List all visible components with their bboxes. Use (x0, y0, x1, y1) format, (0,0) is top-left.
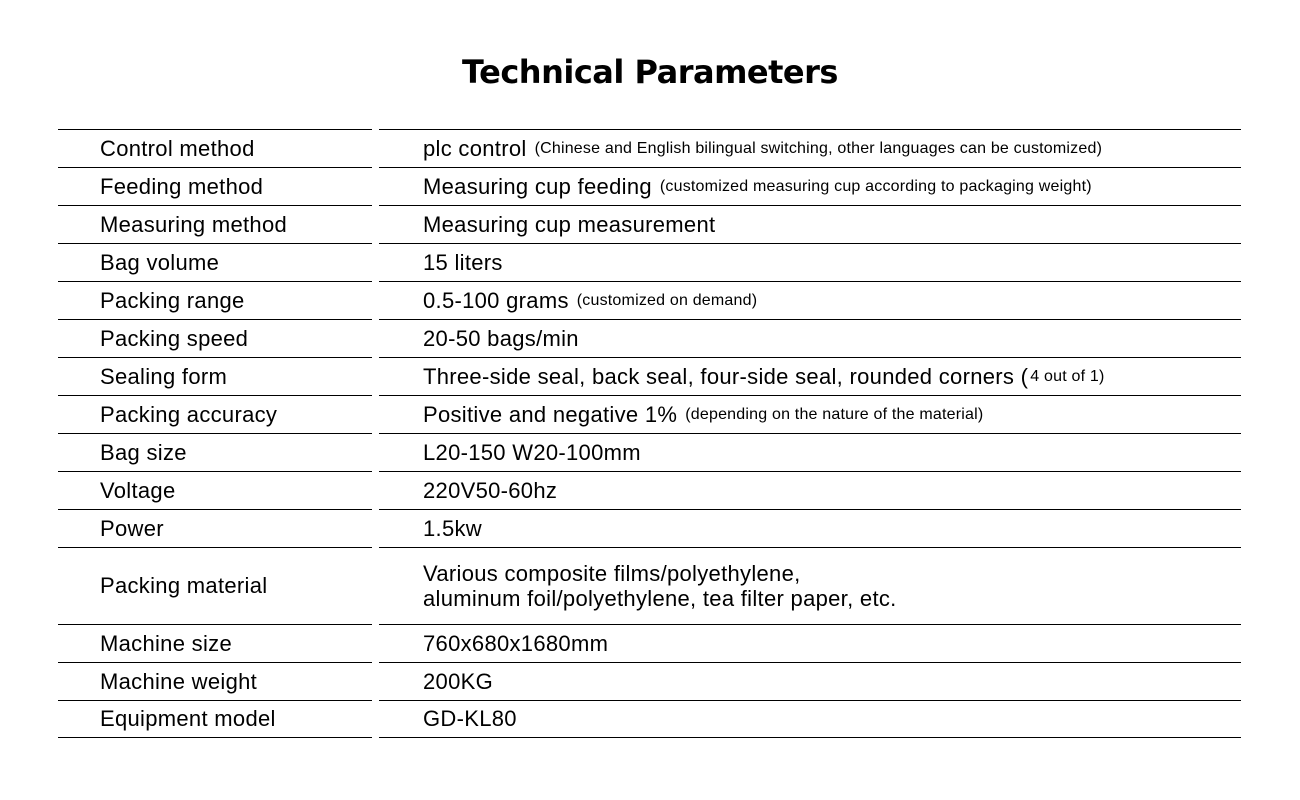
table-row (58, 395, 1241, 433)
param-note: (customized on demand) (576, 291, 758, 309)
table-row (58, 624, 1241, 662)
param-label-control-method: Control method (58, 129, 372, 167)
param-value-line-1: Various composite films/polyethylene, (423, 561, 801, 586)
param-label-equipment-model: Equipment model (58, 700, 372, 738)
param-label-packing-range: Packing range (58, 281, 372, 319)
param-value-text: 0.5-100 grams (423, 287, 569, 313)
param-value-text: Measuring cup feeding (423, 173, 652, 199)
param-label-packing-speed: Packing speed (58, 319, 372, 357)
param-label-bag-volume: Bag volume (58, 243, 372, 281)
param-label-bag-size: Bag size (58, 433, 372, 471)
param-value-power (379, 509, 1241, 547)
param-value-packing-range (379, 281, 1241, 319)
table-row (58, 319, 1241, 357)
param-value-bag-volume (379, 243, 1241, 281)
param-value-text: Measuring cup measurement (423, 211, 716, 237)
table-row (58, 700, 1241, 738)
table-row (58, 509, 1241, 547)
param-label-packing-material: Packing material (58, 547, 372, 624)
param-value-control-method (379, 129, 1241, 167)
table-row (58, 281, 1241, 319)
param-value-feeding-method (379, 167, 1241, 205)
table-row (58, 547, 1241, 624)
param-value-text: 1.5kw (423, 515, 482, 541)
param-value-packing-speed (379, 319, 1241, 357)
param-value-voltage (379, 471, 1241, 509)
param-value-text: 15 liters (423, 249, 503, 275)
param-value-equipment-model (379, 700, 1241, 738)
table-row (58, 243, 1241, 281)
param-label-measuring-method: Measuring method (58, 205, 372, 243)
param-value-text: 20-50 bags/min (423, 325, 579, 351)
param-value-text: plc control (423, 135, 527, 161)
param-label-power: Power (58, 509, 372, 547)
param-value-text: 220V50-60hz (423, 477, 558, 503)
table-row (58, 205, 1241, 243)
param-label-sealing-form: Sealing form (58, 357, 372, 395)
param-value-text: Positive and negative 1% (423, 401, 678, 427)
table-row (58, 129, 1241, 167)
param-value-multiline (423, 561, 897, 611)
table-row (58, 662, 1241, 700)
parameters-table (58, 129, 1241, 738)
param-value-bag-size (379, 433, 1241, 471)
param-value-packing-material (379, 547, 1241, 624)
param-note: (depending on the nature of the material) (685, 405, 984, 423)
param-value-sealing-form (379, 357, 1241, 395)
param-value-machine-size (379, 624, 1241, 662)
param-value-text: 760x680x1680mm (423, 630, 609, 656)
param-note: (Chinese and English bilingual switching, other languages can be customized) (534, 139, 1103, 157)
param-value-packing-accuracy (379, 395, 1241, 433)
param-value-text: Three-side seal, back seal, four-side seal, rounded corners ( (423, 363, 1029, 389)
param-value-line-2: aluminum foil/polyethylene, tea filter paper, etc. (423, 586, 897, 611)
param-value-text: GD-KL80 (423, 706, 517, 731)
param-value-text: 200KG (423, 668, 493, 694)
param-note: (customized measuring cup according to packaging weight) (659, 177, 1092, 195)
param-note: 4 out of 1) (1030, 367, 1105, 385)
param-label-machine-weight: Machine weight (58, 662, 372, 700)
param-value-machine-weight (379, 662, 1241, 700)
table-row (58, 433, 1241, 471)
param-label-voltage: Voltage (58, 471, 372, 509)
param-value-measuring-method (379, 205, 1241, 243)
param-value-text: L20-150 W20-100mm (423, 439, 641, 465)
table-row (58, 357, 1241, 395)
param-label-machine-size: Machine size (58, 624, 372, 662)
param-label-packing-accuracy: Packing accuracy (58, 395, 372, 433)
page-title: Technical Parameters (462, 53, 838, 91)
param-label-feeding-method: Feeding method (58, 167, 372, 205)
table-row (58, 167, 1241, 205)
table-row (58, 471, 1241, 509)
